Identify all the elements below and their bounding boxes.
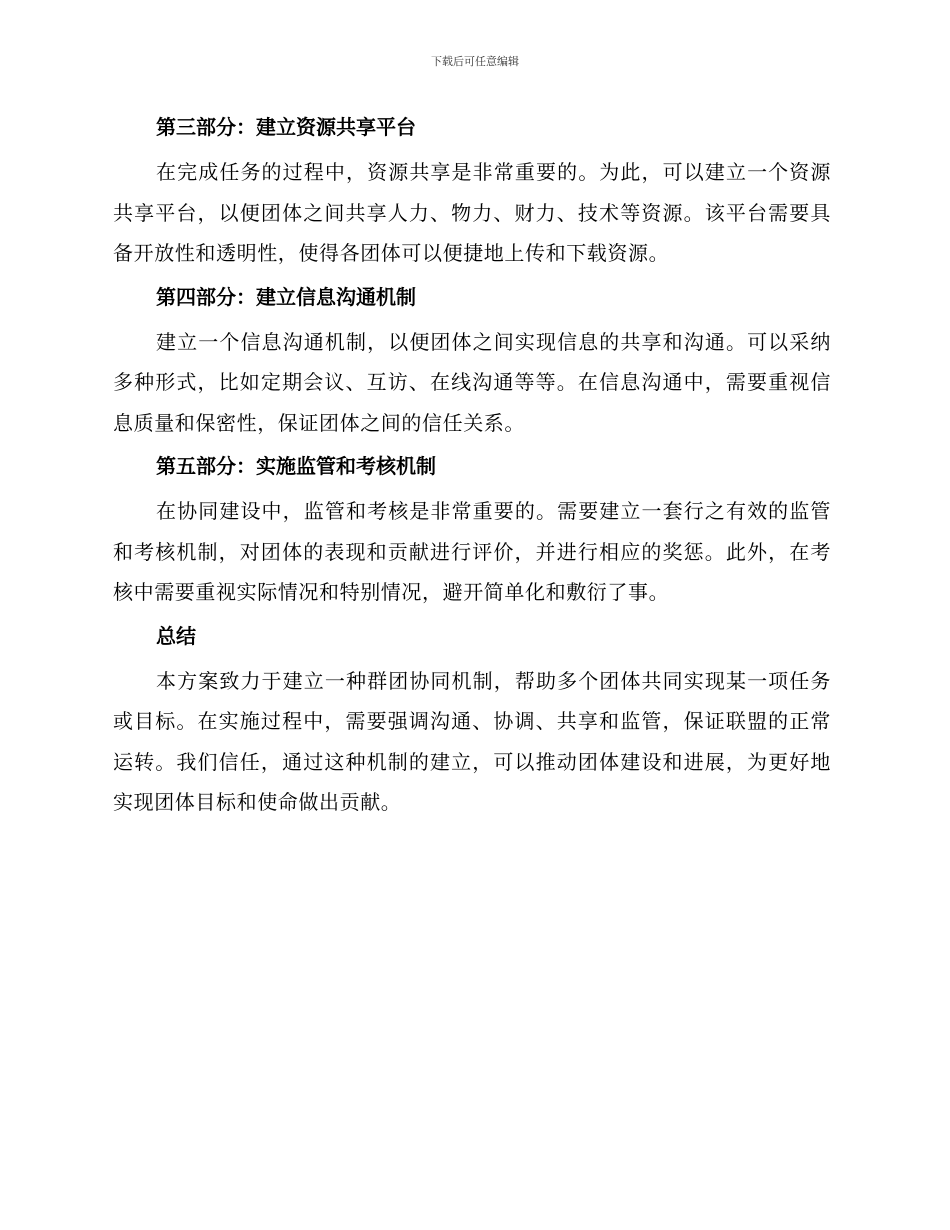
section-summary [113, 621, 831, 823]
section-paragraph: 本方案致力于建立一种群团协同机制，帮助多个团体共同实现某一项任务或目标。在实施过程中，需要强调沟通、协调、共享和监管，保证联盟的正常运转。我们信任，通过这种机制的建立，可以推动团体建设和进展，为更好地实现团体目标和使命做出贡献。 [113, 668, 831, 814]
section-heading: 第四部分：建立信息沟通机制 [156, 284, 416, 309]
section-paragraph: 在完成任务的过程中，资源共享是非常重要的。为此，可以建立一个资源共享平台，以便团体之间共享人力、物力、财力、技术等资源。该平台需要具备开放性和透明性，使得各团体可以便捷地上传和下载资源。 [113, 160, 831, 265]
section-information-communication [113, 282, 831, 444]
document-body [113, 112, 831, 831]
section-supervision-assessment [113, 451, 831, 613]
section-heading: 第三部分：建立资源共享平台 [156, 115, 416, 139]
section-resource-sharing [113, 112, 831, 274]
section-heading: 第五部分：实施监管和考核机制 [156, 454, 436, 478]
section-paragraph: 在协同建设中，监管和考核是非常重要的。需要建立一套行之有效的监管和考核机制，对团体的表现和贡献进行评价，并进行相应的奖惩。此外，在考核中需要重视实际情况和特别情况，避开简单化和敷衍了事。 [113, 499, 831, 604]
section-heading: 总结 [156, 623, 196, 648]
section-paragraph: 建立一个信息沟通机制，以便团体之间实现信息的共享和沟通。可以采纳多种形式，比如定期会议、互访、在线沟通等等。在信息沟通中，需要重视信息质量和保密性，保证团体之间的信任关系。 [113, 329, 831, 435]
page-header: 下载后可任意编辑 [431, 55, 519, 68]
